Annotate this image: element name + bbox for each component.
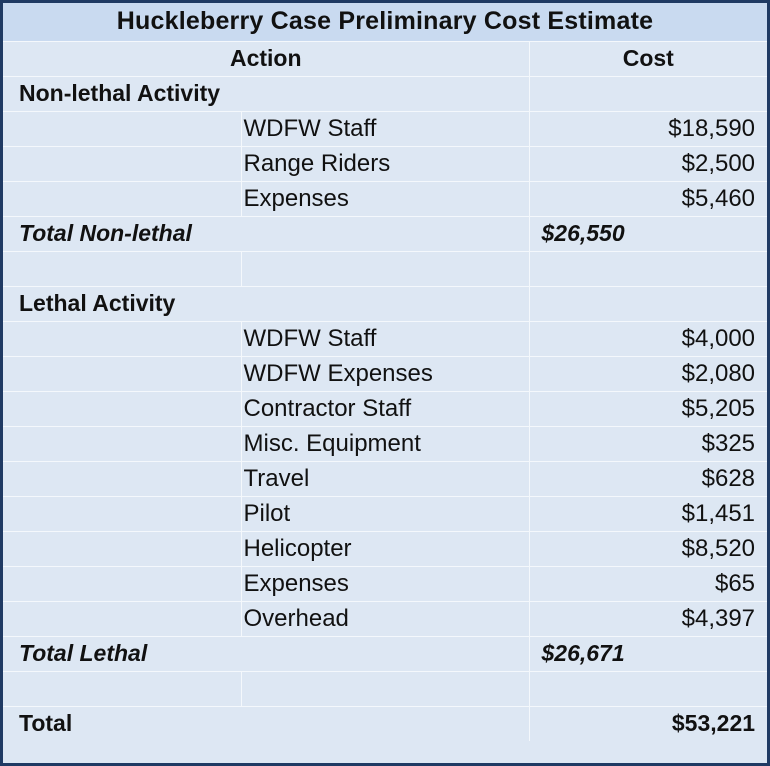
empty-cell bbox=[241, 671, 529, 706]
section-label-lethal: Lethal Activity bbox=[3, 286, 529, 321]
spacer-row bbox=[3, 251, 767, 286]
item-name: Expenses bbox=[241, 566, 529, 601]
item-name: Overhead bbox=[241, 601, 529, 636]
empty-cell bbox=[3, 531, 241, 566]
empty-cell bbox=[3, 461, 241, 496]
empty-cell bbox=[3, 426, 241, 461]
cost-column-header: Cost bbox=[529, 41, 767, 76]
empty-cell bbox=[529, 286, 767, 321]
empty-cell bbox=[3, 566, 241, 601]
empty-cell bbox=[3, 146, 241, 181]
table-row bbox=[3, 566, 767, 601]
item-name: Travel bbox=[241, 461, 529, 496]
grand-total-label: Total bbox=[3, 706, 529, 741]
item-name: WDFW Staff bbox=[241, 111, 529, 146]
empty-cell bbox=[3, 111, 241, 146]
empty-cell bbox=[529, 251, 767, 286]
action-column-header: Action bbox=[3, 41, 529, 76]
section-label-non-lethal: Non-lethal Activity bbox=[3, 76, 529, 111]
item-cost: $628 bbox=[529, 461, 767, 496]
empty-cell bbox=[3, 321, 241, 356]
table-row bbox=[3, 531, 767, 566]
table-row bbox=[3, 461, 767, 496]
empty-cell bbox=[3, 601, 241, 636]
total-row-lethal bbox=[3, 636, 767, 671]
item-cost: $18,590 bbox=[529, 111, 767, 146]
item-name: Range Riders bbox=[241, 146, 529, 181]
total-value-non-lethal: $26,550 bbox=[529, 216, 767, 251]
item-name: WDFW Staff bbox=[241, 321, 529, 356]
item-cost: $325 bbox=[529, 426, 767, 461]
grand-total-row bbox=[3, 706, 767, 741]
item-name: Contractor Staff bbox=[241, 391, 529, 426]
item-name: WDFW Expenses bbox=[241, 356, 529, 391]
table-row bbox=[3, 496, 767, 531]
table-row bbox=[3, 321, 767, 356]
table-row bbox=[3, 111, 767, 146]
item-cost: $2,500 bbox=[529, 146, 767, 181]
table-title: Huckleberry Case Preliminary Cost Estimate bbox=[3, 3, 767, 41]
empty-cell bbox=[3, 251, 241, 286]
item-name: Expenses bbox=[241, 181, 529, 216]
table-header-row bbox=[3, 41, 767, 76]
empty-cell bbox=[529, 76, 767, 111]
empty-cell bbox=[3, 496, 241, 531]
total-label-non-lethal: Total Non-lethal bbox=[3, 216, 529, 251]
section-row-lethal bbox=[3, 286, 767, 321]
item-cost: $2,080 bbox=[529, 356, 767, 391]
total-label-lethal: Total Lethal bbox=[3, 636, 529, 671]
item-cost: $8,520 bbox=[529, 531, 767, 566]
item-cost: $1,451 bbox=[529, 496, 767, 531]
section-row-non-lethal bbox=[3, 76, 767, 111]
grand-total-value: $53,221 bbox=[529, 706, 767, 741]
table-row bbox=[3, 391, 767, 426]
empty-cell bbox=[241, 251, 529, 286]
item-cost: $5,460 bbox=[529, 181, 767, 216]
item-cost: $4,000 bbox=[529, 321, 767, 356]
empty-cell bbox=[3, 671, 241, 706]
empty-cell bbox=[529, 671, 767, 706]
total-value-lethal: $26,671 bbox=[529, 636, 767, 671]
spacer-row bbox=[3, 671, 767, 706]
item-name: Misc. Equipment bbox=[241, 426, 529, 461]
table-row bbox=[3, 356, 767, 391]
table-row bbox=[3, 601, 767, 636]
cost-estimate-table bbox=[3, 3, 767, 741]
item-cost: $4,397 bbox=[529, 601, 767, 636]
item-name: Helicopter bbox=[241, 531, 529, 566]
table-row bbox=[3, 426, 767, 461]
empty-cell bbox=[3, 181, 241, 216]
table-title-row bbox=[3, 3, 767, 41]
total-row-non-lethal bbox=[3, 216, 767, 251]
table-row bbox=[3, 181, 767, 216]
item-cost: $65 bbox=[529, 566, 767, 601]
empty-cell bbox=[3, 356, 241, 391]
table-row bbox=[3, 146, 767, 181]
empty-cell bbox=[3, 391, 241, 426]
item-cost: $5,205 bbox=[529, 391, 767, 426]
item-name: Pilot bbox=[241, 496, 529, 531]
